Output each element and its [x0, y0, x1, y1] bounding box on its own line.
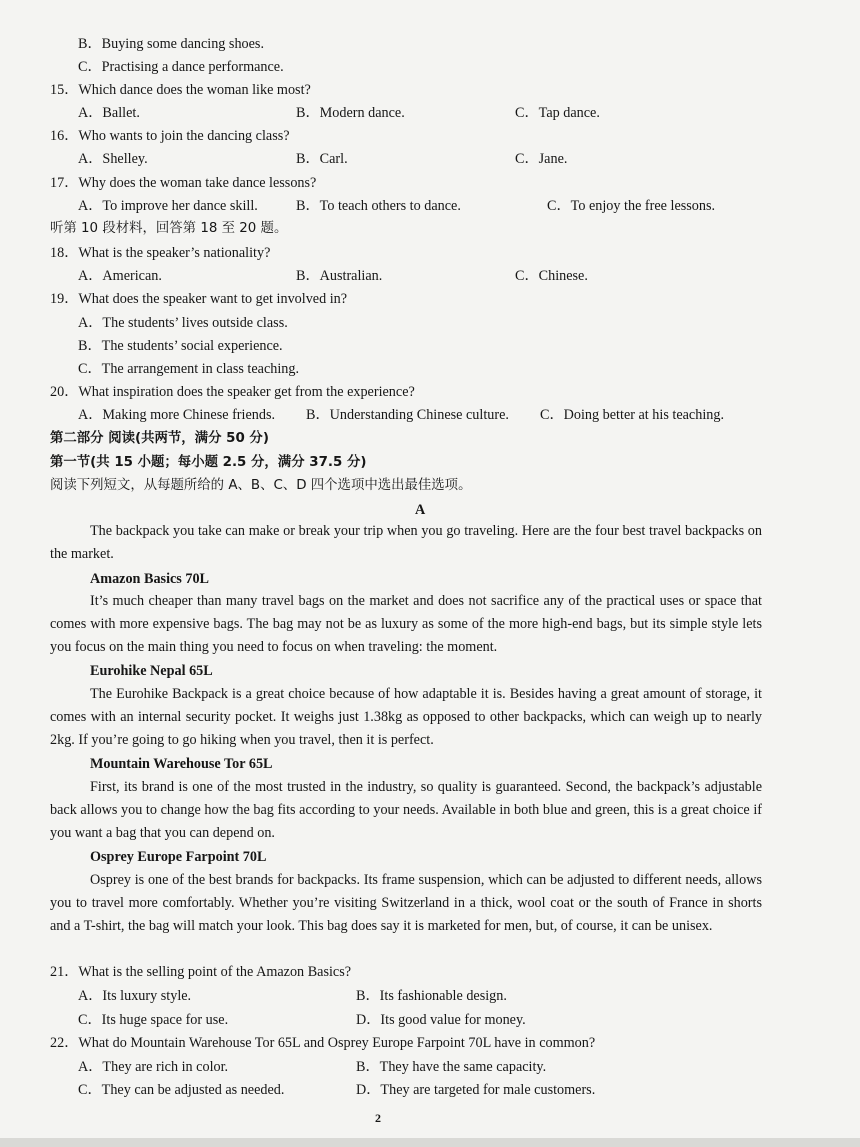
q18-stem: 18．What is the speaker’s nationality?	[50, 245, 271, 261]
q18-option-b: B．Australian.	[296, 268, 383, 284]
section-10-instruction: 听第 10 段材料，回答第 18 至 20 题。	[50, 221, 288, 236]
scan-edge	[0, 1138, 860, 1147]
q20-stem: 20．What inspiration does the speaker get from the experience?	[50, 384, 415, 400]
part-two-title: 第二部分 阅读(共两节，满分 50 分)	[50, 431, 269, 446]
reading-instructions: 阅读下列短文，从每题所给的 A、B、C、D 四个选项中选出最佳选项。	[50, 478, 472, 493]
item-title-amazon: Amazon Basics 70L	[90, 571, 210, 587]
q16-option-a: A．Shelley.	[78, 151, 148, 167]
q19-option-b: B．The students’ social experience.	[78, 338, 283, 354]
q19-stem: 19．What does the speaker want to get involved in?	[50, 291, 348, 307]
q18-option-a: A．American.	[78, 268, 162, 284]
item-title-osprey: Osprey Europe Farpoint 70L	[90, 849, 267, 865]
q21-stem: 21．What is the selling point of the Amazon Basics?	[50, 964, 352, 980]
q21-option-d: D．Its good value for money.	[356, 1012, 526, 1028]
q22-stem: 22．What do Mountain Warehouse Tor 65L and Osprey Europe Farpoint 70L have in common?	[50, 1035, 596, 1051]
passage-intro: The backpack you take can make or break your trip when you go traveling. Here are the four best travel backpacks on the market.	[50, 523, 762, 563]
q21-option-c: C．Its huge space for use.	[78, 1012, 229, 1028]
q22-option-c: C．They can be adjusted as needed.	[78, 1082, 285, 1098]
q16-option-c: C．Jane.	[515, 151, 568, 167]
q14-option-c: C．Practising a dance performance.	[78, 59, 284, 75]
page-number: 2	[375, 1111, 381, 1125]
item-title-eurohike: Eurohike Nepal 65L	[90, 663, 213, 679]
section-one-title: 第一节(共 15 小题；每小题 2.5 分，满分 37.5 分)	[50, 455, 367, 470]
q17-option-c: C．To enjoy the free lessons.	[547, 198, 716, 214]
q18-option-c: C．Chinese.	[515, 268, 588, 284]
q20-option-b: B．Understanding Chinese culture.	[306, 407, 509, 423]
q19-option-c: C．The arrangement in class teaching.	[78, 361, 300, 377]
item-text-osprey: Osprey is one of the best brands for backpacks. Its frame suspension, which can be adjusted to different needs, allows you to travel more comfortably. Whether you’re visiting Switzerland in a thick, wool coat or the south of France in shorts and a T-shirt, the bag will match your look. This bag does say it is marketed for men, but, of course, it can be unisex.	[50, 872, 762, 935]
q15-option-c: C．Tap dance.	[515, 105, 600, 121]
q21-option-b: B．Its fashionable design.	[356, 988, 507, 1004]
q15-option-b: B．Modern dance.	[296, 105, 405, 121]
item-text-mountain-warehouse: First, its brand is one of the most trusted in the industry, so quality is guaranteed. Second, the backpack’s adjustable back allows you to change how the bag fits according to your needs. Available in both blue and green, this is a great choice if you want a bag that you can depend on.	[50, 779, 762, 842]
q21-option-a: A．Its luxury style.	[78, 988, 192, 1004]
q14-option-b: B．Buying some dancing shoes.	[78, 36, 265, 52]
item-text-amazon: It’s much cheaper than many travel bags on the market and does not sacrifice any of the practical uses or space that comes with more expensive bags. The bag may not be as luxury as some of the more high-end bags, but its simple style lets you focus on the main thing you need to focus on when traveling: the moment.	[50, 593, 762, 656]
q16-option-b: B．Carl.	[296, 151, 348, 167]
q15-stem: 15．Which dance does the woman like most?	[50, 82, 311, 98]
q16-stem: 16．Who wants to join the dancing class?	[50, 128, 290, 144]
passage-letter: A	[415, 502, 426, 518]
q22-option-a: A．They are rich in color.	[78, 1059, 229, 1075]
q15-option-a: A．Ballet.	[78, 105, 140, 121]
q19-option-a: A．The students’ lives outside class.	[78, 315, 288, 331]
q22-option-d: D．They are targeted for male customers.	[356, 1082, 596, 1098]
q20-option-c: C．Doing better at his teaching.	[540, 407, 725, 423]
item-text-eurohike: The Eurohike Backpack is a great choice because of how adaptable it is. Besides having a great amount of storage, it comes with an internal security pocket. It weighs just 1.38kg as opposed to other backpacks, which can weigh up to nearly 2kg. If you’re going to go hiking when you travel, then it is perfect.	[50, 686, 762, 749]
q22-option-b: B．They have the same capacity.	[356, 1059, 547, 1075]
item-title-mountain-warehouse: Mountain Warehouse Tor 65L	[90, 756, 273, 772]
q20-option-a: A．Making more Chinese friends.	[78, 407, 276, 423]
q17-option-a: A．To improve her dance skill.	[78, 198, 258, 214]
q17-option-b: B．To teach others to dance.	[296, 198, 461, 214]
q17-stem: 17．Why does the woman take dance lessons?	[50, 175, 317, 191]
